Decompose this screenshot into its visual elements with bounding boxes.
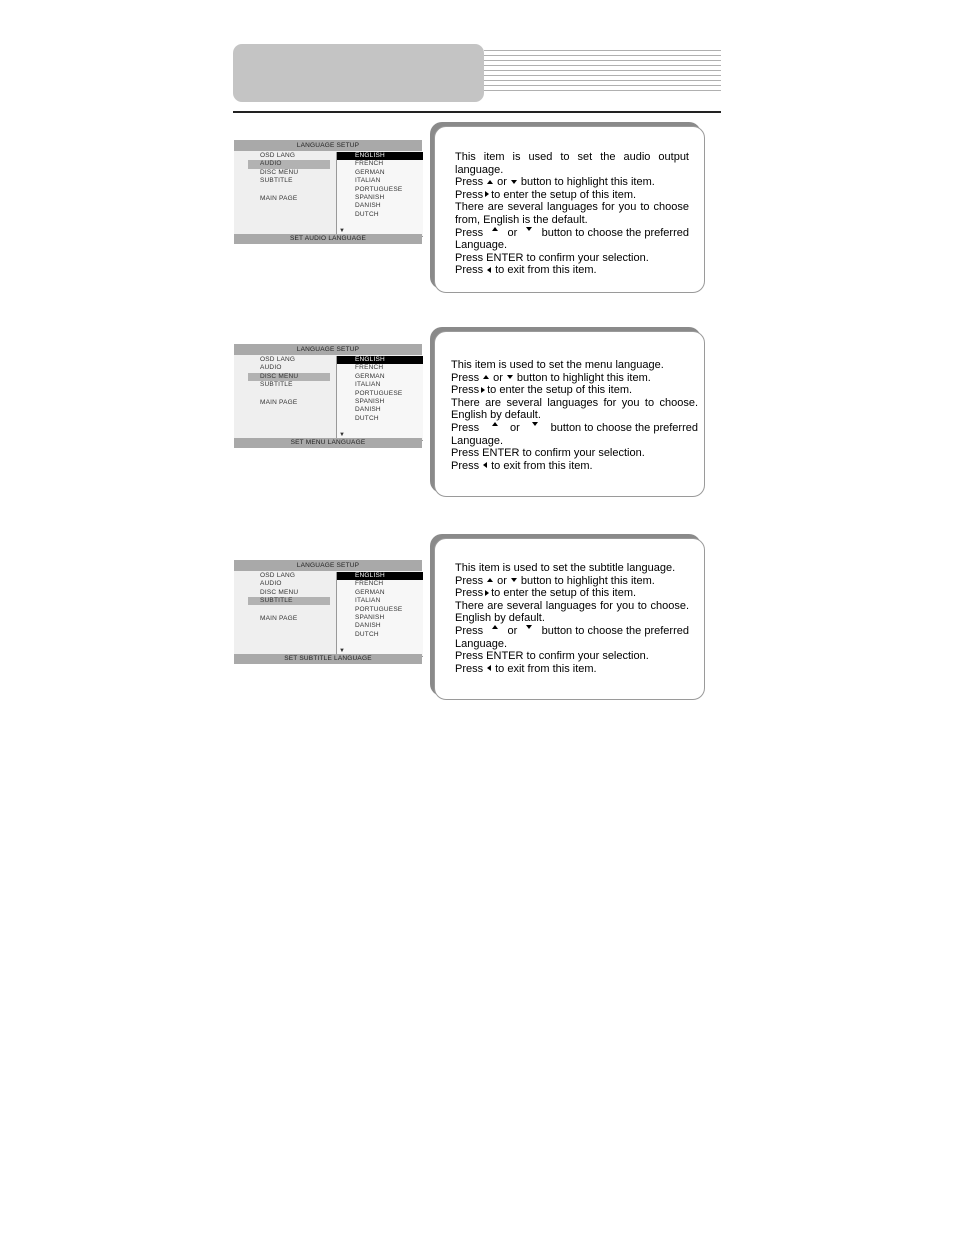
osd-lang-english[interactable]: ENGLISH [337,572,423,580]
osd-menu-language [234,344,422,448]
right-arrow-icon [481,387,485,393]
osd-title: LANGUAGE SETUP [234,140,422,151]
up-arrow-icon [487,180,493,184]
osd-item-main-page[interactable]: MAIN PAGE [260,195,298,203]
right-arrow-icon [485,590,489,596]
osd-lang-danish[interactable]: DANISH [355,406,381,414]
osd-title: LANGUAGE SETUP [234,560,422,571]
osd-lang-spanish[interactable]: SPANISH [355,397,385,405]
scroll-down-icon[interactable]: ▼ [339,648,346,654]
osd-menu-items [248,356,330,407]
header-rule [233,111,721,113]
osd-lang-dutch[interactable]: DUTCH [355,414,379,422]
osd-lang-italian[interactable]: ITALIAN [355,381,381,389]
osd-item-audio[interactable]: AUDIO [260,580,282,588]
osd-title: LANGUAGE SETUP [234,344,422,355]
osd-item-osd-lang[interactable]: OSD LANG [260,572,296,579]
right-arrow-icon [485,191,489,197]
down-arrow-icon [526,625,532,629]
osd-footer: SET SUBTITLE LANGUAGE [234,654,422,664]
osd-lang-german[interactable]: GERMAN [355,372,385,380]
scroll-down-icon[interactable]: ▼ [339,228,346,234]
osd-lang-dutch[interactable]: DUTCH [355,630,379,638]
osd-item-main-page[interactable]: MAIN PAGE [260,399,298,407]
osd-lang-french[interactable]: FRENCH [355,160,384,168]
down-arrow-icon [511,180,517,184]
osd-menu-items [248,572,330,623]
osd-lang-french[interactable]: FRENCH [355,364,384,372]
osd-lang-italian[interactable]: ITALIAN [355,177,381,185]
down-arrow-icon [532,422,538,426]
scroll-down-icon[interactable]: ▼ [339,432,346,438]
osd-footer: SET AUDIO LANGUAGE [234,234,422,244]
osd-item-audio[interactable]: AUDIO [248,160,330,168]
osd-lang-spanish[interactable]: SPANISH [355,613,385,621]
description-text: This item is used to set the subtitle language. Press or button to highlight this item. Press to enter the setup of this item. There are several languages for you to choose. English by default. Press or button to choose the preferred Language. Press ENTER to confirm your selection. Press to exit from this item. [455,562,689,675]
left-arrow-icon [487,665,491,671]
osd-lang-german[interactable]: GERMAN [355,168,385,176]
description-box-audio [434,126,705,293]
osd-item-osd-lang[interactable]: OSD LANG [260,152,296,159]
description-box-menu [434,331,705,497]
osd-lang-german[interactable]: GERMAN [355,588,385,596]
osd-item-disc-menu[interactable]: DISC MENU [260,168,299,176]
osd-lang-spanish[interactable]: SPANISH [355,193,385,201]
osd-menu-items [248,152,330,203]
description-box-subtitle [434,538,705,700]
down-arrow-icon [511,578,517,582]
osd-lang-dutch[interactable]: DUTCH [355,210,379,218]
osd-item-disc-menu[interactable]: DISC MENU [248,373,330,381]
osd-footer: SET MENU LANGUAGE [234,438,422,448]
left-arrow-icon [487,267,491,273]
osd-lang-italian[interactable]: ITALIAN [355,597,381,605]
osd-subtitle-language [234,560,422,664]
osd-lang-english[interactable]: ENGLISH [337,356,423,364]
osd-item-disc-menu[interactable]: DISC MENU [260,588,299,596]
osd-lang-danish[interactable]: DANISH [355,202,381,210]
header-lines [484,50,721,98]
osd-item-osd-lang[interactable]: OSD LANG [260,356,296,363]
osd-item-subtitle[interactable]: SUBTITLE [260,176,293,184]
osd-item-subtitle[interactable]: SUBTITLE [248,597,330,605]
down-arrow-icon [526,227,532,231]
osd-item-audio[interactable]: AUDIO [260,364,282,372]
up-arrow-icon [492,625,498,629]
description-text: This item is used to set the menu language. Press or button to highlight this item. Press to enter the setup of this item. There are several languages for you to choose. English by default. Press or button to choose the preferred Language. Press ENTER to confirm your selection. Press to exit from this item. [451,359,698,472]
osd-lang-english[interactable]: ENGLISH [337,152,423,160]
osd-lang-danish[interactable]: DANISH [355,622,381,630]
up-arrow-icon [483,375,489,379]
osd-item-subtitle[interactable]: SUBTITLE [260,380,293,388]
osd-lang-french[interactable]: FRENCH [355,580,384,588]
osd-item-main-page[interactable]: MAIN PAGE [260,615,298,623]
down-arrow-icon [507,375,513,379]
osd-lang-portuguese[interactable]: PORTUGUESE [355,389,403,397]
description-text: This item is used to set the audio output language. Press or button to highlight this item. Press to enter the setup of this item. There are several languages for you to choose from, English is the default. Press or button to choose the preferred Language. Press ENTER to confirm your selection. Press to exit from this item. [455,151,689,277]
osd-audio-language [234,140,422,244]
osd-language-list [336,152,423,237]
up-arrow-icon [487,578,493,582]
osd-lang-portuguese[interactable]: PORTUGUESE [355,185,403,193]
left-arrow-icon [483,462,487,468]
osd-language-list [336,356,423,441]
up-arrow-icon [492,422,498,426]
osd-lang-portuguese[interactable]: PORTUGUESE [355,605,403,613]
osd-language-list [336,572,423,657]
header-tab [233,44,484,102]
up-arrow-icon [492,227,498,231]
